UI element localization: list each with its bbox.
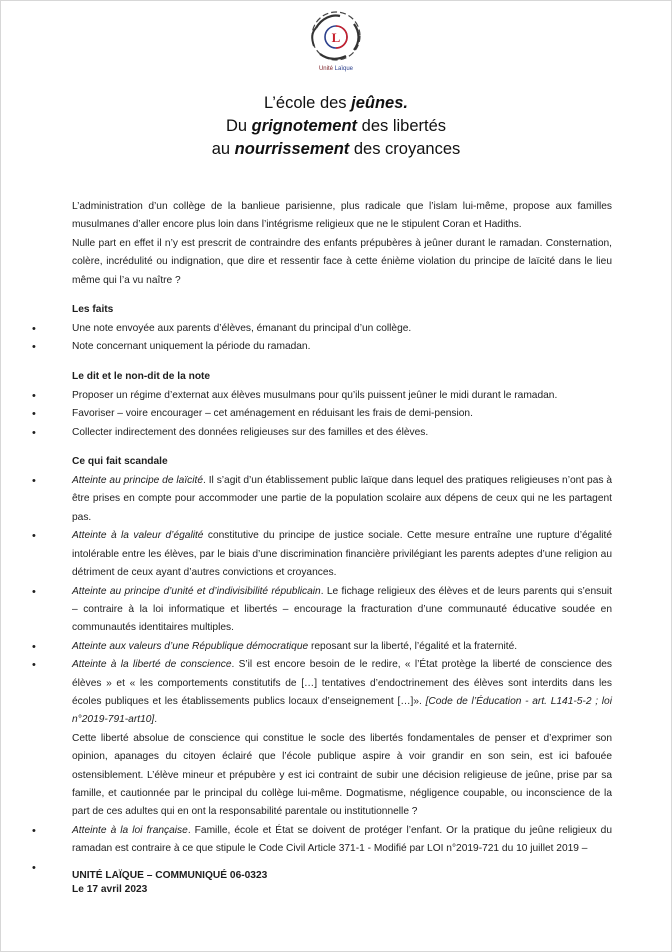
bullet-icon: • [32, 426, 36, 439]
list-item: • Atteinte à la valeur d’égalité constitutive du principe de justice sociale. Cette mesure entraîne une rupture d’égalité intolérable entre les élèves, par le biais d’une discrimination financière privilégiant les parents adeptes d’une religion au détriment de ceux ayant d’autres convictions et croyances. [72, 527, 612, 582]
communique-reference: UNITÉ LAÏQUE – COMMUNIQUÉ 06-0323 [72, 870, 268, 881]
list-item: • Atteinte à la liberté de conscience. S’il est encore besoin de le redire, « l’État protège la liberté de conscience des élèves » et « les comportements constitutifs de […] tentatives d’endoctrinement des élèves sont interdits dans les écoles publiques et les établissements publics locaux d’enseignement […]». [Code de l’Éducation - art. L141-5-2 ; loi n°2019-791-art10]. Cette liberté absolue de conscience qui constitue le socle des libertés fondamentales de penser et d’exprimer son opinion, apanages du citoyen éclairé que l’école publique aspire à voir grandir en son sein, est ici bafouée ostensiblement. L’élève mineur et prépubère y est ici contraint de subir une décision religieuse de jeûne, prise par sa famille, et cautionnée par le principal du collège lui-même. Dogmatisme, négligence coupable, ou inconscience de la part de ces adultes qui en ont la responsabilité parentale ou institutionnelle ? [72, 656, 612, 822]
list-item: • Proposer un régime d’externat aux élèves musulmans pour qu’ils puissent jeûner le midi durant le ramadan. [72, 387, 612, 405]
liberte-conscience-continuation: Cette liberté absolue de conscience qui constitue le socle des libertés fondamentales de penser et d’exprimer son opinion, apanages du citoyen éclairé que l’école publique aspire à voir grandir en son sein, est ici bafouée ostensiblement. L’élève mineur et prépubère y est ici contraint de subir une décision religieuse de jeûne, prise par sa famille, et cautionnée par le principal du collège lui-même. Dogmatisme, négligence coupable, ou inconscience de la part de ces adultes qui en ont la responsabilité parentale ou institutionnelle ? [72, 732, 612, 818]
communique-body [32, 198, 612, 877]
communique-date: Le 17 avril 2023 [72, 884, 148, 895]
bullet-icon: • [32, 389, 36, 402]
title-line-3: au nourrissement des croyances [211, 140, 461, 158]
list-item: • Une note envoyée aux parents d’élèves, émanant du principal d’un collège. [72, 320, 612, 338]
communique-footer [72, 869, 267, 897]
bullet-icon: • [32, 824, 36, 837]
bullet-icon: • [32, 585, 36, 598]
section-heading-faits: Les faits [72, 304, 114, 316]
list-item: • Atteinte au principe de laïcité. Il s’agit d’un établissement public laïque dans lequel des pratiques religieuses n’ont pas à être prises en compte pour accommoder une partie de la population scolaire aux dépens de ceux qui ne les partagent pas. [72, 472, 612, 527]
bullet-icon: • [32, 475, 36, 488]
list-item: • Atteinte aux valeurs d’une République démocratique reposant sur la liberté, l’égalité et la fraternité. [72, 638, 612, 656]
unite-laique-logo [306, 10, 366, 76]
bullet-icon: • [32, 640, 36, 653]
bullet-icon: • [32, 530, 36, 543]
section-heading-dit: Le dit et le non-dit de la note [72, 370, 211, 382]
section-heading-scandale: Ce qui fait scandale [72, 456, 168, 468]
bullet-icon: • [32, 408, 36, 421]
dit-list [32, 387, 612, 442]
list-item: • Collecter indirectement des données religieuses sur des familles et des élèves. [72, 424, 612, 442]
title-line-1: L’école des jeûnes. [263, 94, 408, 112]
bullet-icon: • [32, 861, 36, 874]
logo-caption: Unité Laïque [318, 66, 354, 72]
intro-paragraph-2: Nulle part en effet il n’y est prescrit de contraindre des enfants prépubères à jeûner durant le ramadan. Consternation, colère, incrédulité ou indignation, que dire et ressentir face à cette énième violation du principe de laïcité dans le lieu même qui l’a vu naître ? [72, 237, 612, 286]
list-item: • Note concernant uniquement la période du ramadan. [72, 338, 612, 356]
bullet-icon: • [32, 323, 36, 336]
logo-letter: L [331, 30, 341, 45]
bullet-icon: • [32, 341, 36, 354]
list-item: • Atteinte à la loi française. Famille, école et État se doivent de protéger l’enfant. Or la pratique du jeûne religieux du ramadan est contraire à ce que stipule le Code Civil Article 371-1 - Modifié par LOI n°2019-721 du 10 juillet 2019 – [72, 822, 612, 859]
title-line-2: Du grignotement des libertés [225, 117, 447, 135]
intro-paragraph-1: L’administration d’un collège de la banlieue parisienne, plus radicale que l’islam lui-même, propose aux familles musulmanes d’aller encore plus loin dans l’intégrisme religieux que ne le stipulent Coran et Hadiths. [72, 201, 612, 231]
bullet-icon: • [32, 659, 36, 672]
page-title [0, 92, 672, 161]
scandale-list [32, 472, 612, 877]
list-item: • Favoriser – voire encourager – cet aménagement en réduisant les frais de demi-pension. [72, 405, 612, 423]
faits-list [32, 320, 612, 357]
hands-circle-logo-icon [306, 10, 366, 64]
list-item: • Atteinte au principe d’unité et d’indivisibilité républicain. Le fichage religieux des élèves et de leurs parents qui s’ensuit – contraire à la loi informatique et libertés – encourage la fracturation d’une communauté éducative soudée en communautés identitaires multiples. [72, 583, 612, 638]
